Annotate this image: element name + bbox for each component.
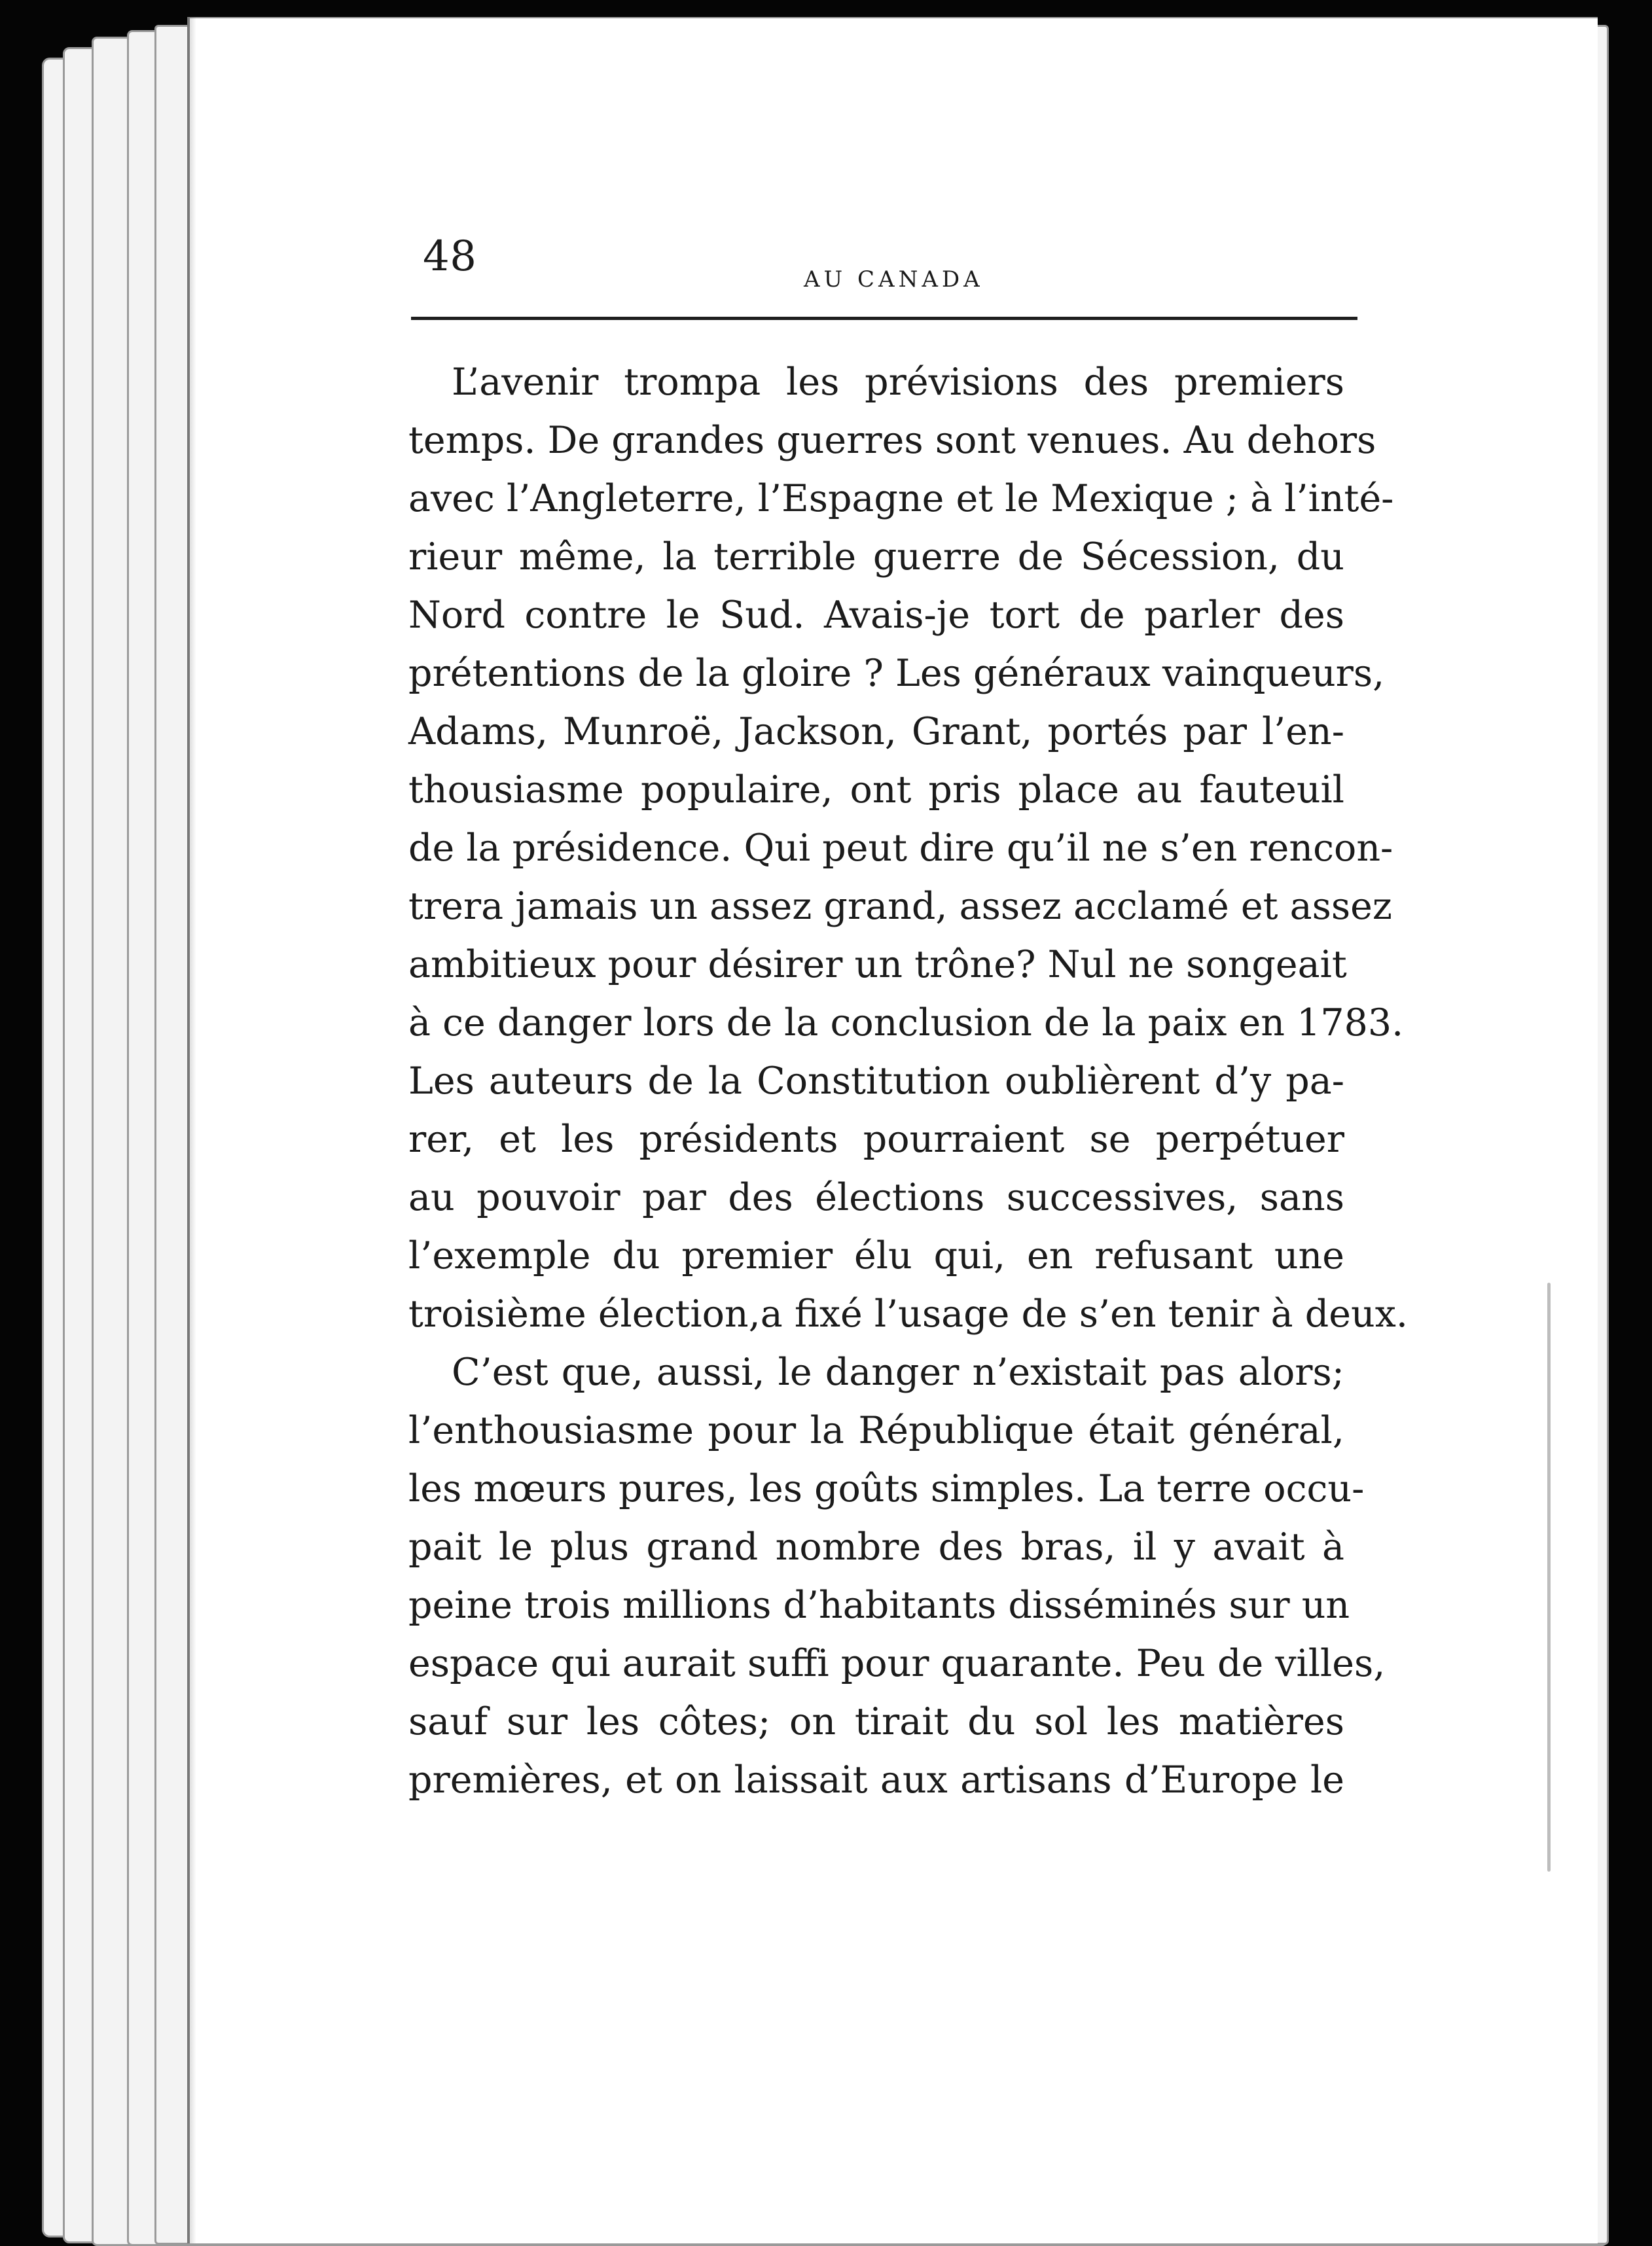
- running-title: AU CANADA: [804, 266, 984, 293]
- text-line: rer, et les présidents pourraient se perpétuer: [408, 1118, 1344, 1161]
- text-line: Adams, Munroë, Jackson, Grant, portés par l’en-: [408, 710, 1344, 753]
- text-line: Les auteurs de la Constitution oublièrent d’y pa-: [408, 1060, 1344, 1103]
- text-line: L’avenir trompa les prévisions des premiers: [452, 361, 1344, 404]
- header-rule: [411, 317, 1357, 320]
- text-line: à ce danger lors de la conclusion de la paix en 1783.: [408, 1001, 1404, 1044]
- text-line: espace qui aurait suffi pour quarante. Peu de villes,: [408, 1642, 1386, 1685]
- text-line: les mœurs pures, les goûts simples. La terre occu-: [408, 1467, 1365, 1510]
- page-edge-mark: [1547, 1283, 1551, 1872]
- text-line: prétentions de la gloire ? Les généraux vainqueurs,: [408, 652, 1385, 695]
- text-line: rieur même, la terrible guerre de Sécession, du: [408, 535, 1344, 579]
- page-number: 48: [423, 232, 477, 281]
- text-line: troisième élection,a fixé l’usage de s’en tenir à deux.: [408, 1292, 1408, 1336]
- text-line: pait le plus grand nombre des bras, il y avait à: [408, 1525, 1344, 1569]
- text-line: l’exemple du premier élu qui, en refusant une: [408, 1234, 1344, 1277]
- text-line: sauf sur les côtes; on tirait du sol les matières: [408, 1700, 1344, 1743]
- text-line: au pouvoir par des élections successives, sans: [408, 1176, 1344, 1219]
- text-line: temps. De grandes guerres sont venues. Au dehors: [408, 419, 1376, 462]
- text-line: avec l’Angleterre, l’Espagne et le Mexique ; à l’inté-: [408, 477, 1394, 520]
- text-line: peine trois millions d’habitants disséminés sur un: [408, 1584, 1350, 1627]
- text-line: de la présidence. Qui peut dire qu’il ne s’en rencon-: [408, 827, 1393, 870]
- text-line: ambitieux pour désirer un trône? Nul ne songeait: [408, 943, 1347, 986]
- text-line: Nord contre le Sud. Avais-je tort de parler des: [408, 594, 1344, 637]
- page-gutter-shadow: [187, 17, 196, 2243]
- text-line: l’enthousiasme pour la République était général,: [408, 1409, 1344, 1452]
- text-line: C’est que, aussi, le danger n’existait pas alors;: [452, 1351, 1344, 1394]
- text-line: trera jamais un assez grand, assez acclamé et assez: [408, 885, 1392, 928]
- text-line: premières, et on laissait aux artisans d’Europe le: [408, 1758, 1344, 1802]
- text-line: thousiasme populaire, ont pris place au fauteuil: [408, 768, 1344, 811]
- body-text: [408, 353, 1408, 1809]
